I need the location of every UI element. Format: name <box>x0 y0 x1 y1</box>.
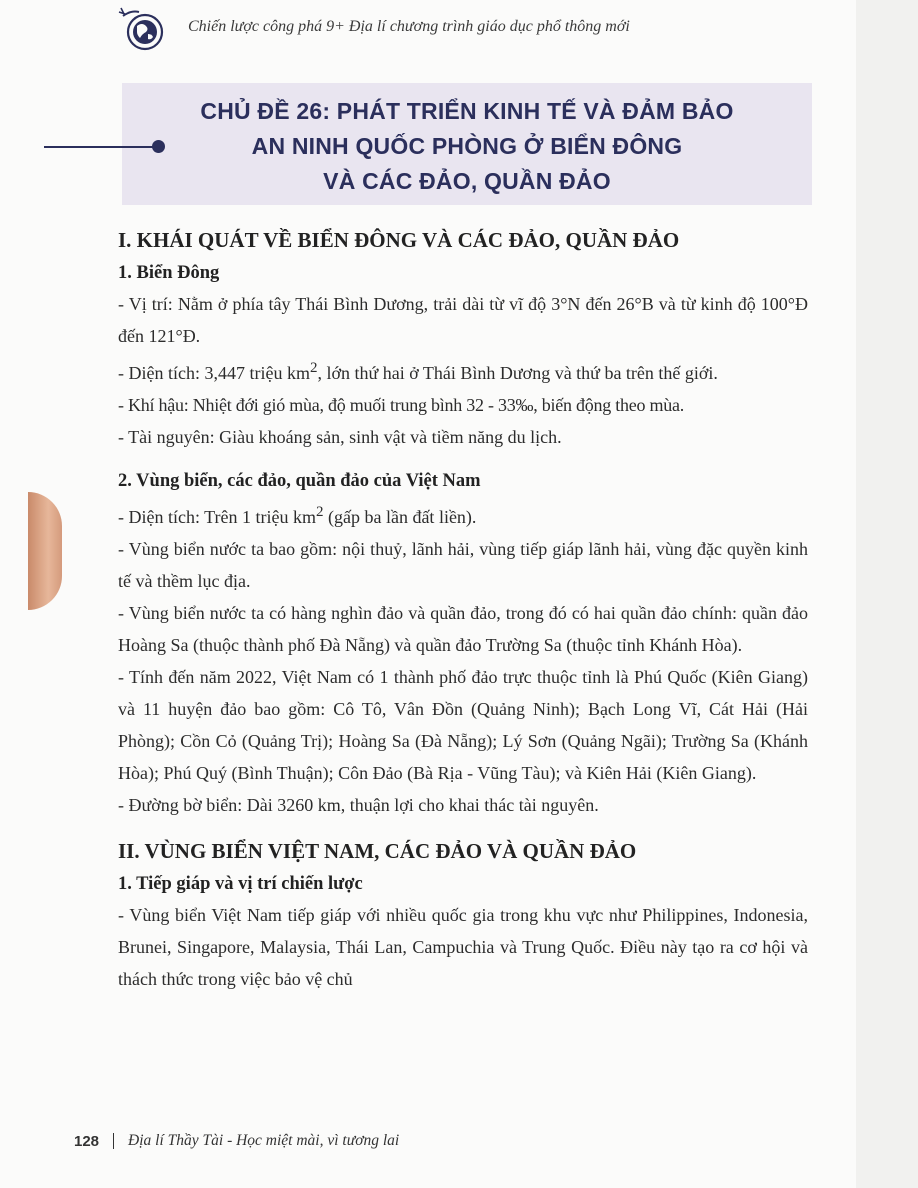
paragraph-area <box>118 352 808 389</box>
paragraph-islands: - Vùng biển nước ta có hàng nghìn đảo và quần đảo, trong đó có hai quần đảo chính: quần đảo Hoàng Sa (thuộc thành phố Đà Nẵng) và quần đảo Trường Sa (thuộc tỉnh Khánh Hòa). <box>118 603 808 655</box>
globe-icon <box>115 6 169 54</box>
running-header: Chiến lược công phá 9+ Địa lí chương trình giáo dục phổ thông mới <box>188 18 630 35</box>
topic-title-line-1: CHỦ ĐỀ 26: PHÁT TRIỂN KINH TẾ VÀ ĐẢM BẢO <box>200 98 734 124</box>
footer-text: Địa lí Thầy Tài - Học miệt mài, vì tương lai <box>128 1132 400 1149</box>
area-superscript: 2 <box>309 360 318 376</box>
spacer <box>118 821 808 839</box>
paragraph-climate: - Khí hậu: Nhiệt đới gió mùa, độ muối trung bình 32 - 33‰, biến động theo mùa. <box>118 395 684 415</box>
paragraph-coastline: - Đường bờ biển: Dài 3260 km, thuận lợi cho khai thác tài nguyên. <box>118 795 599 815</box>
paragraph-location: - Vị trí: Nằm ở phía tây Thái Bình Dương, trải dài từ vĩ độ 3°N đến 26°B và từ kinh độ 100°Đ đến 121°Đ. <box>118 294 808 346</box>
area-text-before: - Diện tích: 3,447 triệu km <box>118 363 310 383</box>
page-footer <box>74 1132 399 1150</box>
paragraph-vn-area <box>118 496 808 533</box>
paragraph-island-districts: - Tính đến năm 2022, Việt Nam có 1 thành phố đảo trực thuộc tỉnh là Phú Quốc (Kiên Giang) và 11 huyện đảo bao gồm: Cô Tô, Vân Đồn (Quảng Ninh); Bạch Long Vĩ, Cát Hải (Hải Phòng); Cồn Cỏ (Quảng Trị); Hoàng Sa (Đà Nẵng); Lý Sơn (Quảng Ngãi); Trường Sa (Khánh Hòa); Phú Quý (Bình Thuận); Côn Đảo (Bà Rịa - Vũng Tàu); và Kiên Hải (Kiên Giang). <box>118 667 808 783</box>
thumb-on-page <box>28 492 62 610</box>
page-edge-shadow <box>856 0 918 1188</box>
main-content <box>118 228 808 995</box>
page-number: 128 <box>74 1132 100 1150</box>
paragraph-sea-zones: - Vùng biển nước ta bao gồm: nội thuỷ, lãnh hải, vùng tiếp giáp lãnh hải, vùng đặc quyền kinh tế và thềm lục địa. <box>118 539 808 591</box>
paragraph-resources: - Tài nguyên: Giàu khoáng sản, sinh vật và tiềm năng du lịch. <box>118 427 562 447</box>
section-2-sub-1-heading: 1. Tiếp giáp và vị trí chiến lược <box>118 874 363 894</box>
topic-title-line-3: VÀ CÁC ĐẢO, QUẦN ĐẢO <box>323 168 611 194</box>
area-text-after: , lớn thứ hai ở Thái Bình Dương và thứ ba trên thế giới. <box>317 363 718 383</box>
vn-area-text-after: (gấp ba lần đất liền). <box>323 507 477 527</box>
section-1-sub-2-heading: 2. Vùng biển, các đảo, quần đảo của Việt Nam <box>118 471 481 491</box>
paragraph-neighbors: - Vùng biển Việt Nam tiếp giáp với nhiều quốc gia trong khu vực như Philippines, Indonesia, Brunei, Singapore, Malaysia, Thái Lan, Campuchia và Trung Quốc. Điều này tạo ra cơ hội và thách thức trong việc bảo vệ chủ <box>118 905 808 989</box>
section-1-heading: I. KHÁI QUÁT VỀ BIỂN ĐÔNG VÀ CÁC ĐẢO, QUẦN ĐẢO <box>118 228 680 252</box>
spacer <box>118 453 808 471</box>
vn-area-text-before: - Diện tích: Trên 1 triệu km <box>118 507 316 527</box>
section-1-sub-1-heading: 1. Biển Đông <box>118 263 220 283</box>
footer-separator <box>113 1133 114 1149</box>
topic-title-line-2: AN NINH QUỐC PHÒNG Ở BIỂN ĐÔNG <box>251 133 683 159</box>
vn-area-superscript: 2 <box>315 504 324 520</box>
topic-title <box>122 94 812 199</box>
section-2-heading: II. VÙNG BIỂN VIỆT NAM, CÁC ĐẢO VÀ QUẦN ĐẢO <box>118 839 637 863</box>
